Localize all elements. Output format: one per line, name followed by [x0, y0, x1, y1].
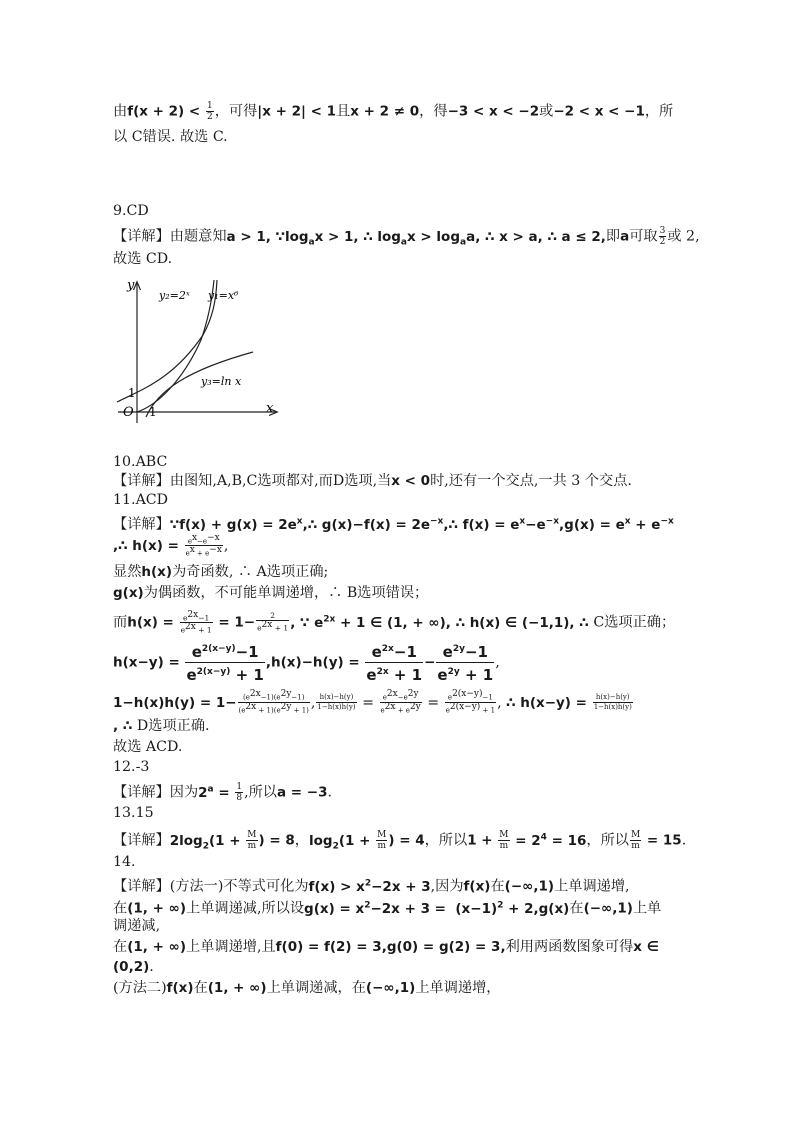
detail-14-line-1: 【详解】(方法一)不等式可化为$f(x) > x^2-2x + 3$,因为f(x)在(−∞,1)上单调递增, — [113, 878, 630, 895]
detail-9-line-2: 故选 CD. — [113, 251, 173, 267]
detail-11-line-9: 故选 ACD. — [113, 739, 183, 755]
answer-9: 9.CD — [113, 203, 149, 219]
x-axis-label: x — [266, 401, 274, 416]
detail-12: 【详解】因为$2^a$ = $\frac{1}{8}$ ,所以a = −3. — [113, 782, 333, 803]
label-y3: y₃=ln x — [201, 375, 242, 388]
x-tick-1: 1 — [149, 405, 157, 419]
detail-10: 【详解】由图知,A,B,C选项都对,而D选项,当x < 0时,还有一个交点,一共 3 个交点. — [113, 473, 632, 489]
detail-11-line-2: ,∴ h(x) = $\frac{e^x-e^{-x}}{e^x + e^{-x}}$ , — [113, 533, 229, 558]
answer-12: 12.-3 — [113, 759, 150, 775]
detail-14-line-4: 在(1, + ∞)上单调递增,且f(0) = f(2) = 3,g(0) = g(2) = 3,利用两函数图象可得x ∈ — [113, 939, 659, 955]
answer-14: 14. — [113, 854, 136, 870]
label-y1: y₁=x⁶ — [208, 289, 239, 302]
detail-11-line-1: 【详解】∵f(x) + $g(x) = 2e^x,\therefore$ $g(x)-f(x) = 2e^{-x},\therefore$ $f(x) = e^x-e^{-x},g(x) = e^x + e^{-x}$ — [113, 516, 674, 533]
detail-11-line-5: 而h(x) = $\frac{e^{2x}-1}{e^{2x} + 1}$ = 1− $\frac{2}{e^{2x} + 1}$ , ∵ $e^{2x} + 1$ ∈ (1, + ∞), ∴ h(x) ∈ (−1,1), ∴ C选项正确； — [113, 609, 676, 635]
answer-13: 13.15 — [113, 805, 154, 821]
detail-13: 【详解】$2\log_2(1$ + $\frac{M}{m}$ ) = 8，$\log_2(1$ + $\frac{M}{m}$ ) = 4，所以1 + $\frac{M}{m}$ = $2^4 = 16$，所以 $\frac{M}{m}$ = 15. — [113, 830, 687, 852]
function-graph — [113, 275, 283, 425]
origin-label: O — [123, 405, 134, 420]
detail-14-line-5: (0,2). — [113, 959, 154, 975]
detail-11-line-6: h(x−y) = $\frac{e^{2(x-y)}-1}{e^{2(x-y)} + 1}$ ,h(x)−h(y) = $\frac{e^{2x}-1}{e^{2x} + 1}$ − $\frac{e^{2y}-1}{e^{2y} + 1}$ , — [113, 640, 500, 685]
answer-10: 10.ABC — [113, 454, 168, 470]
y-axis-label: y — [127, 278, 135, 293]
detail-14-line-6: (方法二)f(x)在(1, + ∞)上单调递减，在(−∞,1)上单调递增， — [113, 980, 501, 996]
text-line-2: 以 C错误. 故选 C. — [113, 129, 228, 145]
answer-11: 11.ACD — [113, 492, 169, 508]
detail-11-line-8: , ∴ D选项正确. — [113, 718, 210, 734]
detail-14-line-3: 调递减, — [113, 918, 161, 934]
detail-14-line-2: 在(1, + ∞)上单调递减,所以设$g(x) = x^2-2x + 3 = (x-1)^2 + 2,g(x)$在(−∞,1)上单 — [113, 900, 662, 917]
detail-9-line-1: 【详解】由题意知a > 1, $\because\log_ax > 1$, ∴ $\log_ax > \log_aa$, ∴ x > a, ∴ a ≤ 2,即a可取 $\frac{3}{2}$ 或 2, — [113, 226, 700, 248]
text-line-1: 由f(x + 2) < $\frac{1}{2}$ ，可得|x + 2| < 1且x + 2 ≠ 0，得−3 < x < −2或−2 < x < −1，所 — [113, 101, 674, 122]
label-y2: y₂=2ˣ — [159, 289, 190, 302]
detail-11-line-4: g(x)为偶函数，不可能单调递增，∴ B选项错误； — [113, 585, 429, 601]
fraction-half: $\frac{1}{2}$ — [206, 101, 213, 122]
detail-11-line-3: 显然h(x)为奇函数, ∴ A选项正确; — [113, 564, 329, 580]
y-tick-1: 1 — [128, 386, 136, 400]
detail-11-line-7: 1−h(x)h(y) = 1− $\frac{(e^{2x}-1)(e^{2y}-1)}{(e^{2x} + 1)(e^{2y} + 1)}$ , $\frac{h(x)-h(y)}{1-h(x)h(y)}$ = $\frac{e^{2x}-e^{2y}}{e^{2x} + e^{2y}}$ = $\frac{e^{2(x-y)}-1}{e^{2(x-y)} + 1}$ , ∴ h(x−y) = $\frac{h(x)-h(y)}{1-h(x)h(y)}$ — [113, 689, 632, 715]
